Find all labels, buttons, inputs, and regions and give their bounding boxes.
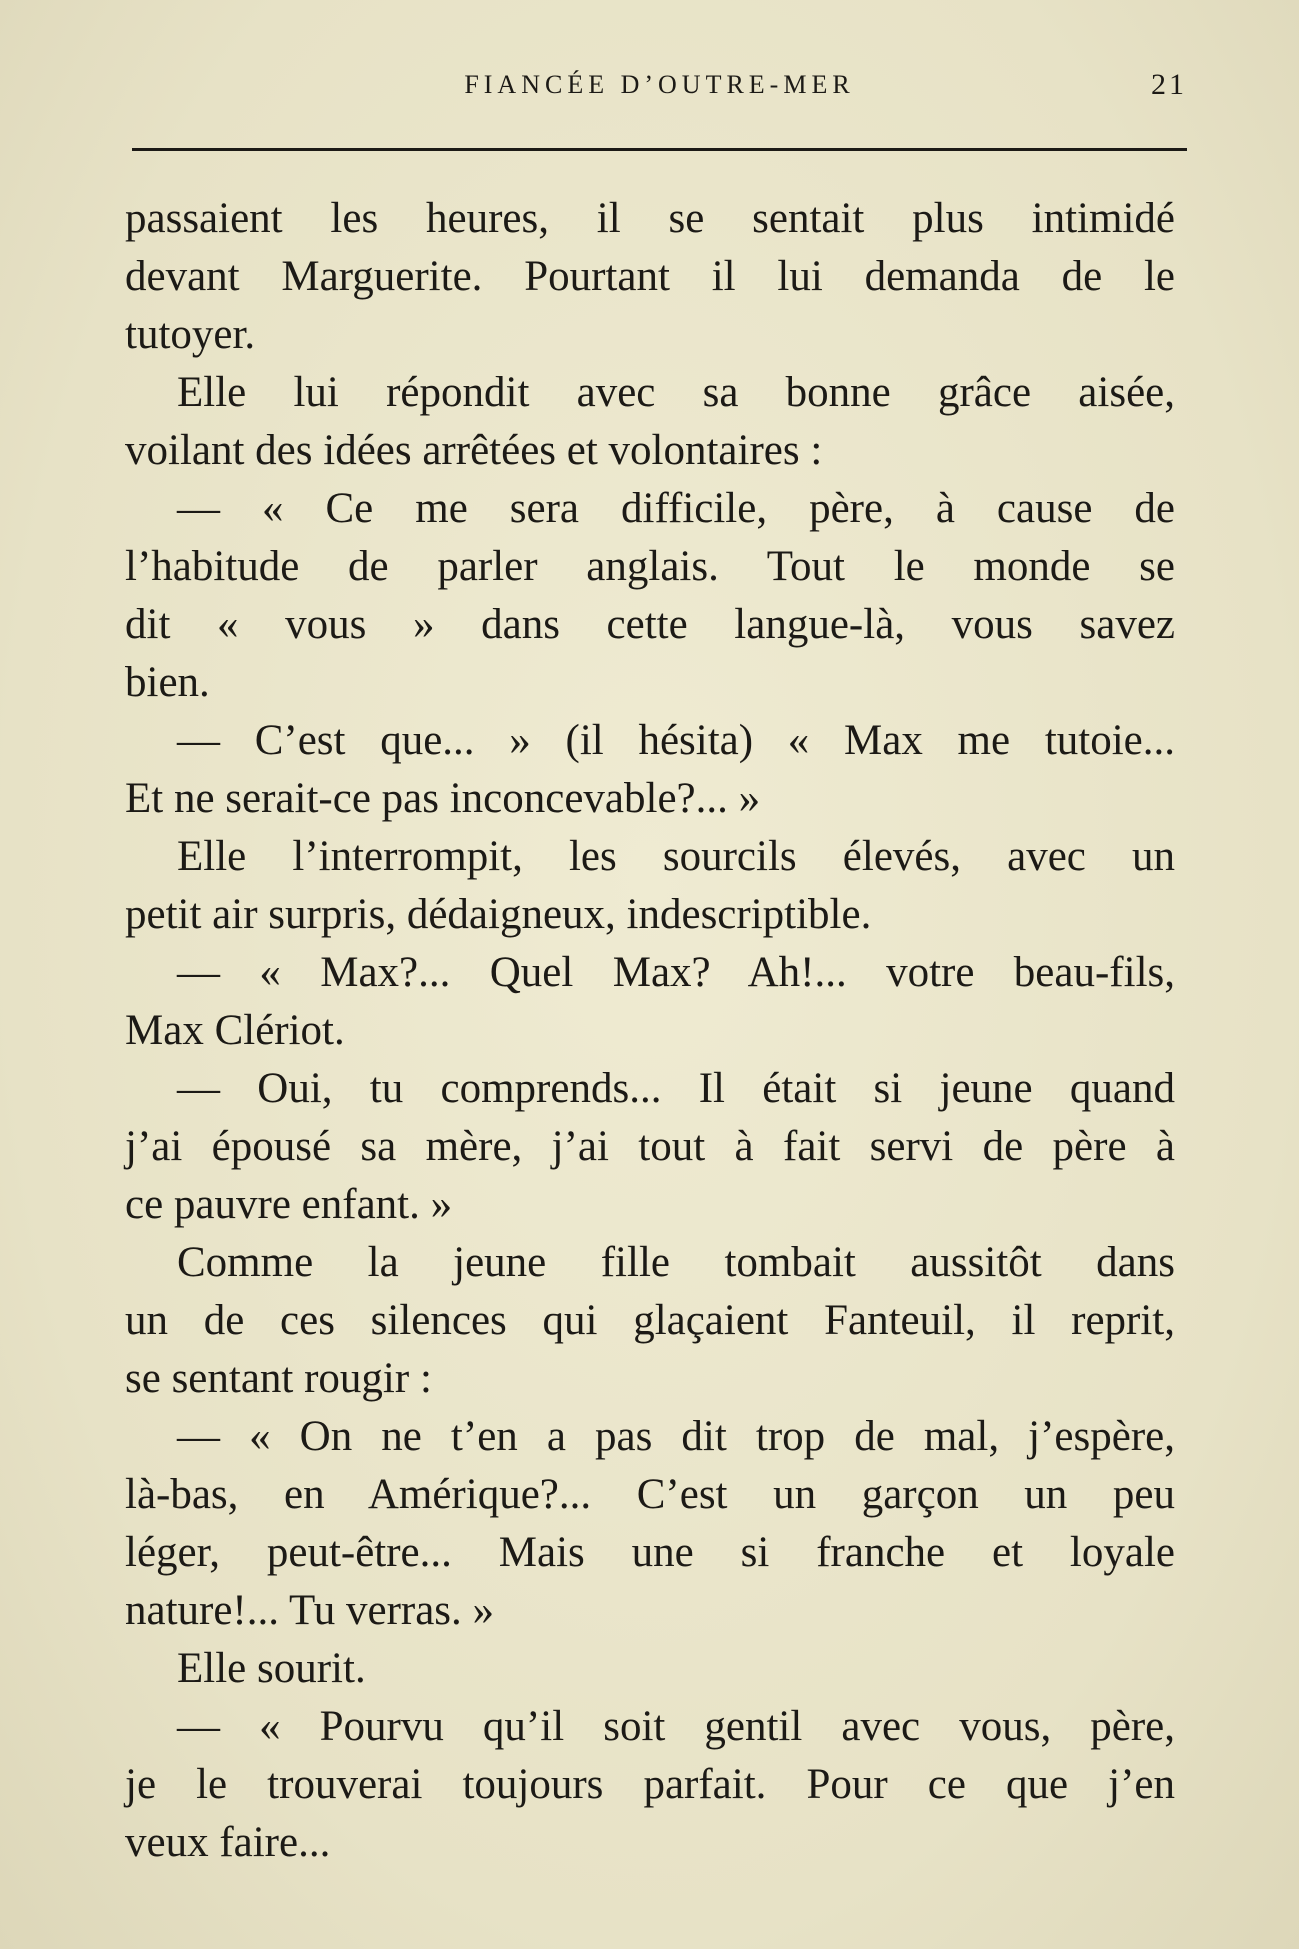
text-line: l’habitude de parler anglais. Tout le monde se bbox=[125, 543, 1175, 590]
page-number: 21 bbox=[1151, 68, 1187, 101]
text-line: léger, peut-être... Mais une si franche et loyale bbox=[125, 1529, 1175, 1576]
text-line: j’ai épousé sa mère, j’ai tout à fait servi de père à bbox=[125, 1123, 1175, 1170]
text-line: un de ces silences qui glaçaient Fanteuil, il reprit, bbox=[125, 1297, 1175, 1344]
text-line: devant Marguerite. Pourtant il lui demanda de le bbox=[125, 253, 1175, 300]
text-line: passaient les heures, il se sentait plus intimidé bbox=[125, 195, 1175, 242]
text-line: dit « vous » dans cette langue-là, vous savez bbox=[125, 601, 1175, 648]
text-line: là-bas, en Amérique?... C’est un garçon un peu bbox=[125, 1471, 1175, 1518]
header-rule bbox=[132, 148, 1187, 151]
text-line: Et ne serait-ce pas inconcevable?... » bbox=[125, 775, 761, 822]
text-line: je le trouverai toujours parfait. Pour ce que j’en bbox=[125, 1761, 1175, 1808]
text-line: bien. bbox=[125, 659, 210, 706]
text-line: Elle lui répondit avec sa bonne grâce aisée, bbox=[177, 369, 1175, 416]
text-line: Max Clériot. bbox=[125, 1007, 345, 1054]
text-line: petit air surpris, dédaigneux, indescriptible. bbox=[125, 891, 872, 938]
text-line: — « Max?... Quel Max? Ah!... votre beau-fils, bbox=[177, 949, 1175, 996]
text-line: nature!... Tu verras. » bbox=[125, 1587, 495, 1634]
body-text bbox=[125, 190, 1175, 1872]
text-line: tutoyer. bbox=[125, 311, 256, 358]
text-line: — « Ce me sera difficile, père, à cause de bbox=[177, 485, 1175, 532]
text-line: veux faire... bbox=[125, 1819, 331, 1866]
text-line: ce pauvre enfant. » bbox=[125, 1181, 453, 1228]
text-line: Comme la jeune fille tombait aussitôt dans bbox=[177, 1239, 1175, 1286]
text-line: — « Pourvu qu’il soit gentil avec vous, père, bbox=[177, 1703, 1175, 1750]
running-title: FIANCÉE D’OUTRE-MER bbox=[464, 70, 855, 99]
running-head bbox=[130, 64, 1189, 108]
text-line: — C’est que... » (il hésita) « Max me tutoie... bbox=[177, 717, 1175, 764]
text-line: voilant des idées arrêtées et volontaires : bbox=[125, 427, 823, 474]
text-line: — Oui, tu comprends... Il était si jeune quand bbox=[177, 1065, 1175, 1112]
text-line: Elle l’interrompit, les sourcils élevés, avec un bbox=[177, 833, 1175, 880]
text-line: Elle sourit. bbox=[177, 1645, 366, 1692]
text-line: — « On ne t’en a pas dit trop de mal, j’espère, bbox=[177, 1413, 1175, 1460]
text-line: se sentant rougir : bbox=[125, 1355, 432, 1402]
